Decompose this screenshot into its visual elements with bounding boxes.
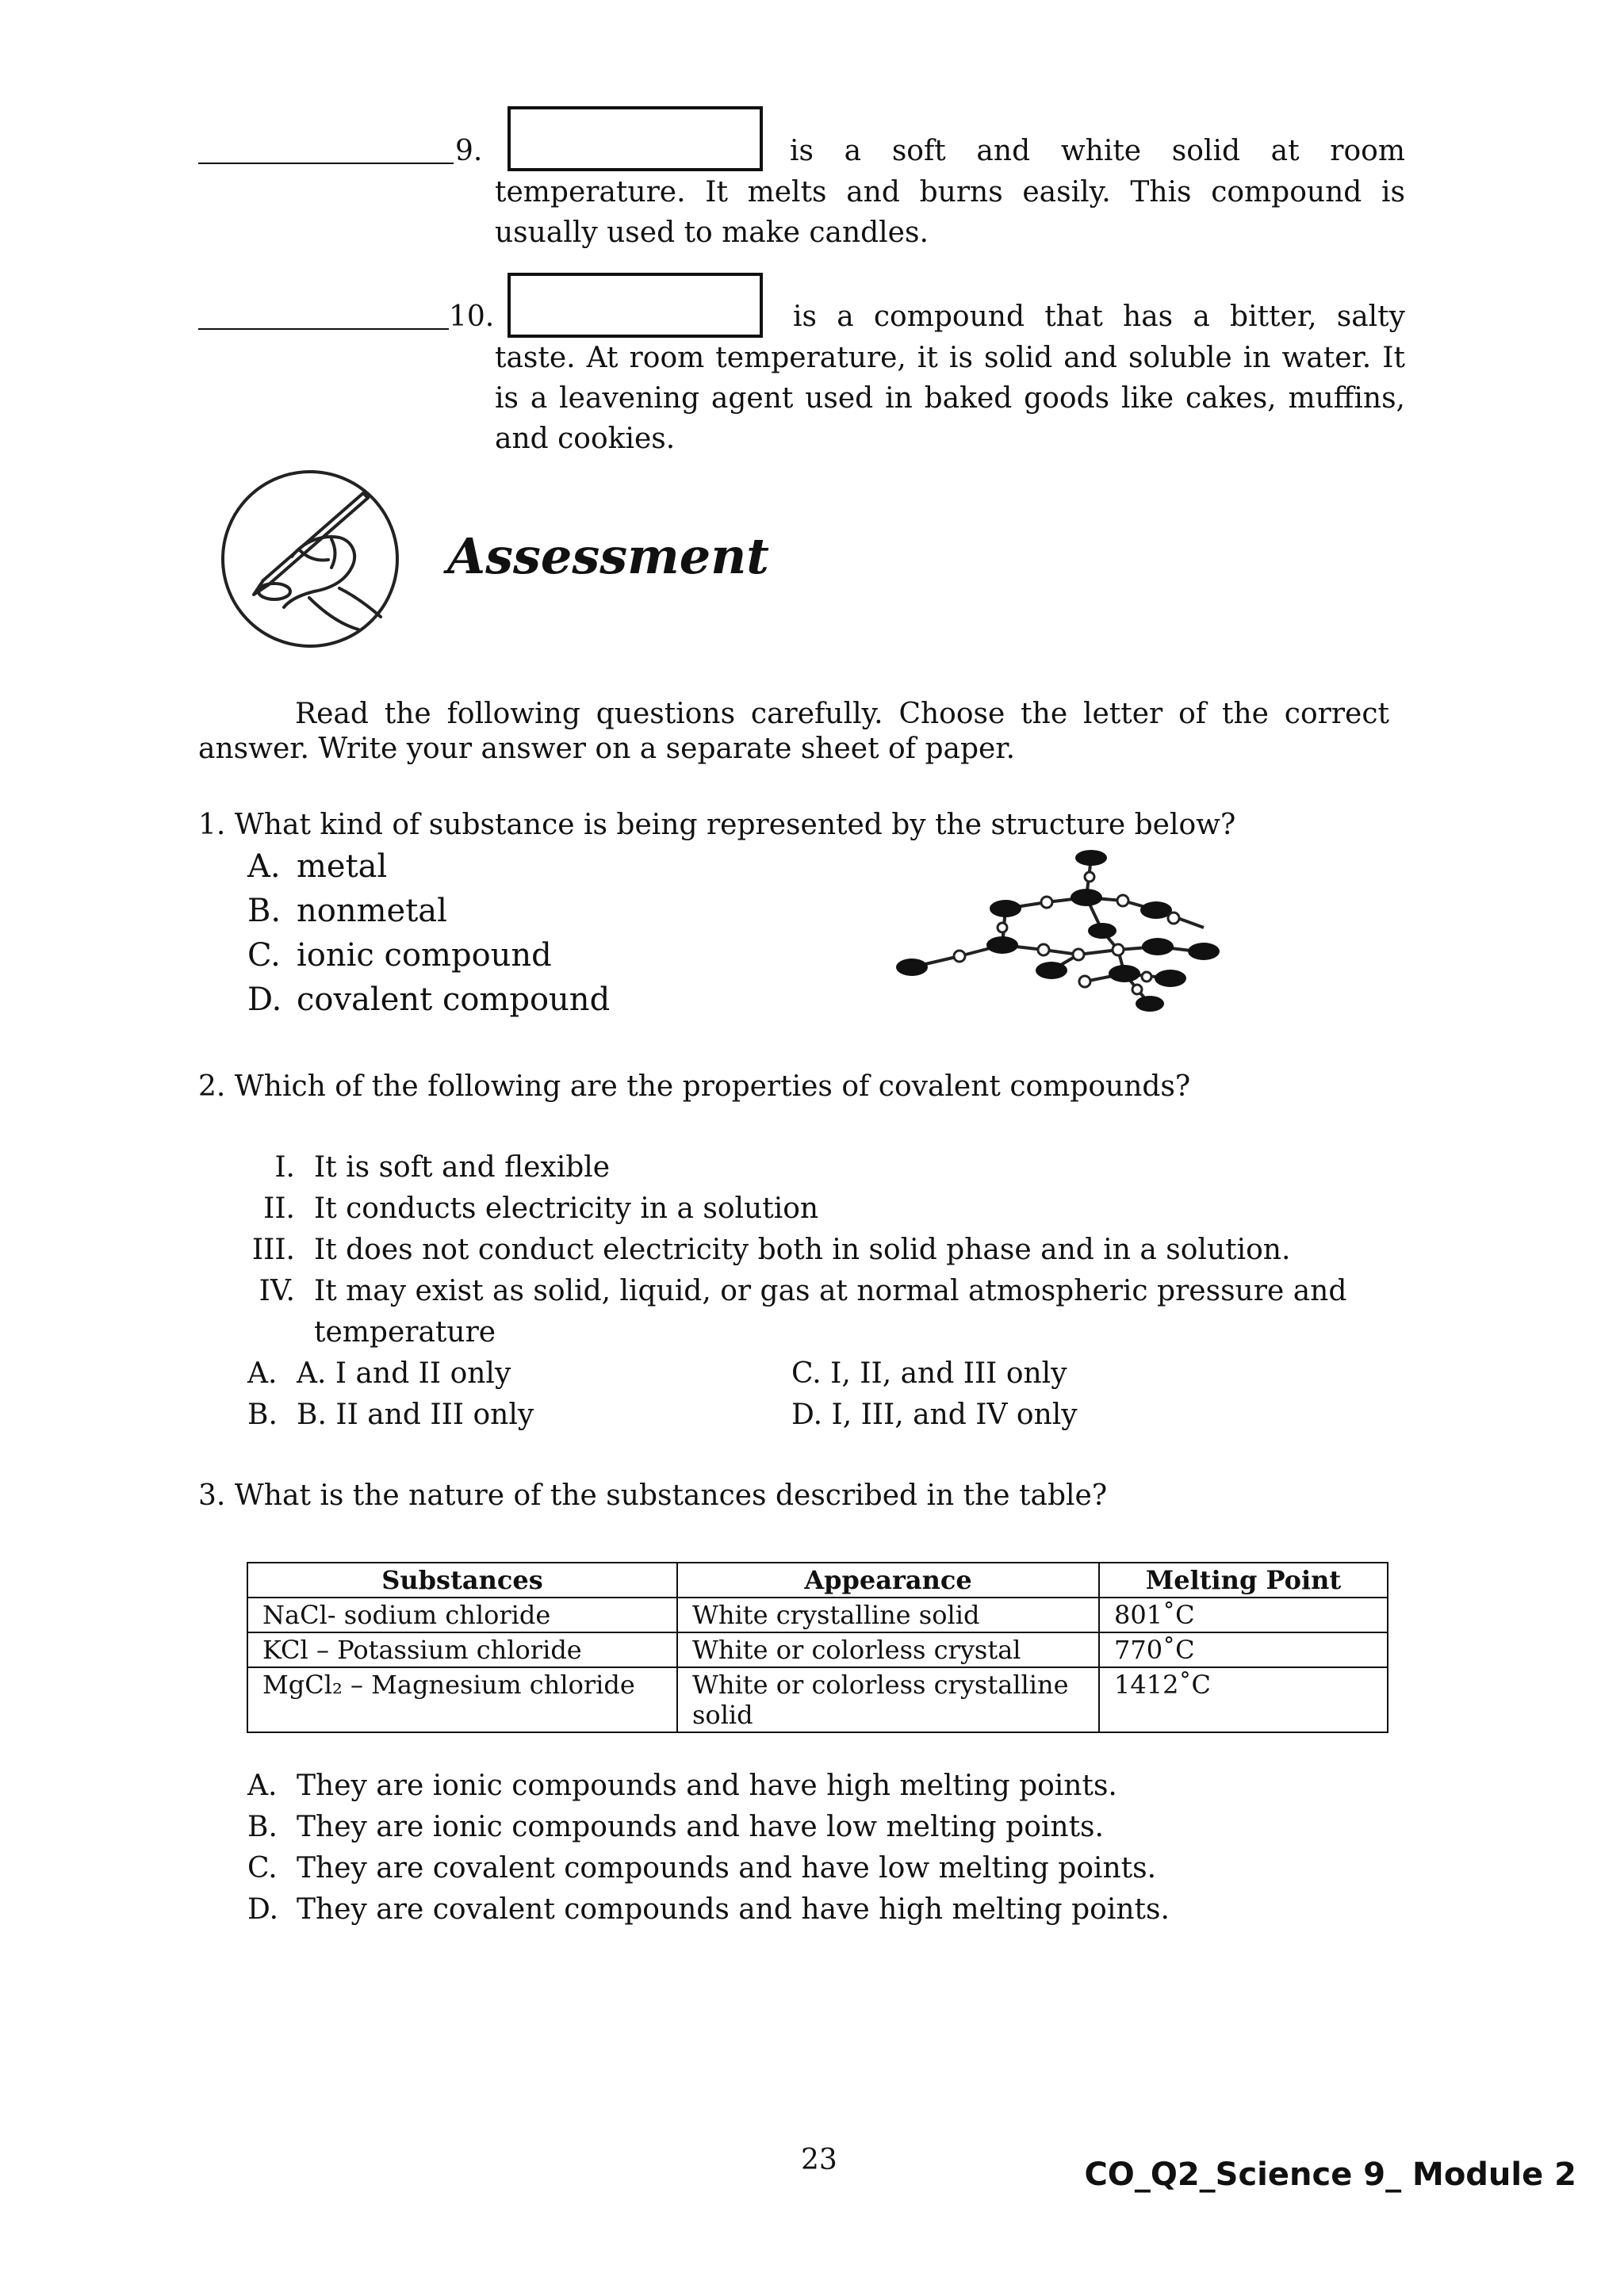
statement-number: I. (274, 1151, 295, 1184)
table-cell: White crystalline solid (677, 1598, 1099, 1632)
option-text: nonmetal (297, 893, 447, 929)
item-10-line: and cookies. (495, 423, 676, 455)
option-letter: D. (247, 1893, 279, 1926)
statement-text: It is soft and flexible (314, 1151, 611, 1184)
item-10-first-line: is a compound that has a bitter, salty (793, 300, 1405, 333)
option-letter: B. (247, 1811, 278, 1843)
table-row (247, 1632, 1388, 1667)
question-1-option-b[interactable] (247, 893, 447, 929)
option-text: They are covalent compounds and have high melting points. (297, 1893, 1170, 1926)
question-1-option-c[interactable] (247, 937, 552, 974)
page-number: 23 (801, 2144, 837, 2176)
statement-number: II. (263, 1192, 295, 1225)
question-2-stem: 2. Which of the following are the properties of covalent compounds? (198, 1070, 1191, 1103)
question-1-option-a[interactable] (247, 848, 387, 885)
question-1-stem: 1. What kind of substance is being represented by the structure below? (198, 809, 1236, 841)
item-10-line: is a leavening agent used in baked goods like cakes, muffins, (495, 382, 1405, 415)
item-number-9: 9. (455, 135, 483, 167)
statement-number: IV. (259, 1275, 295, 1307)
table-cell: White or colorless crystal (677, 1632, 1099, 1667)
blank-box-10[interactable] (508, 273, 763, 338)
option-text: ionic compound (297, 937, 552, 974)
instructions-line-1: Read the following questions carefully. Choose the letter of the correct (295, 698, 1389, 730)
option-text: They are covalent compounds and have low melting points. (297, 1852, 1157, 1885)
option-letter: A. (247, 1770, 278, 1802)
option-text: C. I, II, and III only (791, 1357, 1067, 1390)
table-cell: KCl – Potassium chloride (247, 1632, 677, 1667)
table-cell: 770˚C (1099, 1632, 1388, 1667)
question-3-option-a[interactable] (247, 1770, 1117, 1802)
table-header: Substances (247, 1563, 677, 1598)
option-text: A. I and II only (297, 1357, 511, 1390)
option-text: B. II and III only (297, 1399, 534, 1431)
option-letter: B. (247, 893, 282, 929)
table-cell: NaCl- sodium chloride (247, 1598, 677, 1632)
answer-blank-9[interactable] (198, 163, 454, 164)
option-text: They are ionic compounds and have high melting points. (297, 1770, 1117, 1802)
properties-table (247, 1562, 1388, 1733)
table-header: Appearance (677, 1563, 1099, 1598)
question-3-option-c[interactable] (247, 1852, 1156, 1885)
table-header-row (247, 1563, 1388, 1598)
table-cell: 1412˚C (1099, 1667, 1388, 1732)
question-2-option-b[interactable] (247, 1399, 534, 1431)
blank-box-9[interactable] (508, 106, 763, 171)
table-cell: White or colorless crystalline solid (677, 1667, 1099, 1732)
question-3-option-d[interactable] (247, 1893, 1170, 1926)
option-text: metal (297, 848, 388, 885)
question-2-option-c[interactable] (791, 1357, 1067, 1390)
statement-text-continued: temperature (314, 1316, 496, 1349)
option-text: covalent compound (297, 982, 611, 1018)
option-text: They are ionic compounds and have low melting points. (297, 1811, 1104, 1843)
item-9-line: temperature. It melts and burns easily. This compound is (495, 176, 1405, 209)
table-row (247, 1598, 1388, 1632)
option-letter: A. (247, 848, 281, 885)
question-3-stem: 3. What is the nature of the substances described in the table? (198, 1479, 1108, 1512)
statement-number: III. (251, 1234, 295, 1266)
instructions-line-2: answer. Write your answer on a separate sheet of paper. (198, 733, 1016, 765)
table-cell: 801˚C (1099, 1598, 1388, 1632)
option-letter: C. (247, 1852, 278, 1885)
statement-text: It does not conduct electricity both in solid phase and in a solution. (314, 1234, 1291, 1266)
table-cell: MgCl₂ – Magnesium chloride (247, 1667, 677, 1732)
option-text: D. I, III, and IV only (791, 1399, 1078, 1431)
molecular-structure-figure (888, 848, 1269, 1015)
question-2-option-d[interactable] (791, 1399, 1078, 1431)
statement-text: It conducts electricity in a solution (314, 1192, 819, 1225)
answer-blank-10[interactable] (198, 328, 449, 330)
module-code: CO_Q2_Science 9_ Module 2 (1084, 2156, 1576, 2193)
statement-text: It may exist as solid, liquid, or gas at normal atmospheric pressure and (314, 1275, 1347, 1307)
item-9-line: usually used to make candles. (495, 216, 929, 249)
item-number-10: 10. (449, 300, 495, 333)
item-10-line: taste. At room temperature, it is solid and soluble in water. It (495, 342, 1405, 374)
hand-writing-icon (213, 461, 408, 656)
option-letter: A. (247, 1357, 278, 1390)
question-3-option-b[interactable] (247, 1811, 1104, 1843)
option-letter: B. (247, 1399, 278, 1431)
section-title: Assessment (447, 527, 769, 585)
option-letter: D. (247, 982, 282, 1018)
question-1-option-d[interactable] (247, 982, 610, 1018)
table-row (247, 1667, 1388, 1732)
question-2-option-a[interactable] (247, 1357, 511, 1390)
option-letter: C. (247, 937, 281, 974)
table-header: Melting Point (1099, 1563, 1388, 1598)
item-9-first-line: is a soft and white solid at room (790, 135, 1405, 167)
